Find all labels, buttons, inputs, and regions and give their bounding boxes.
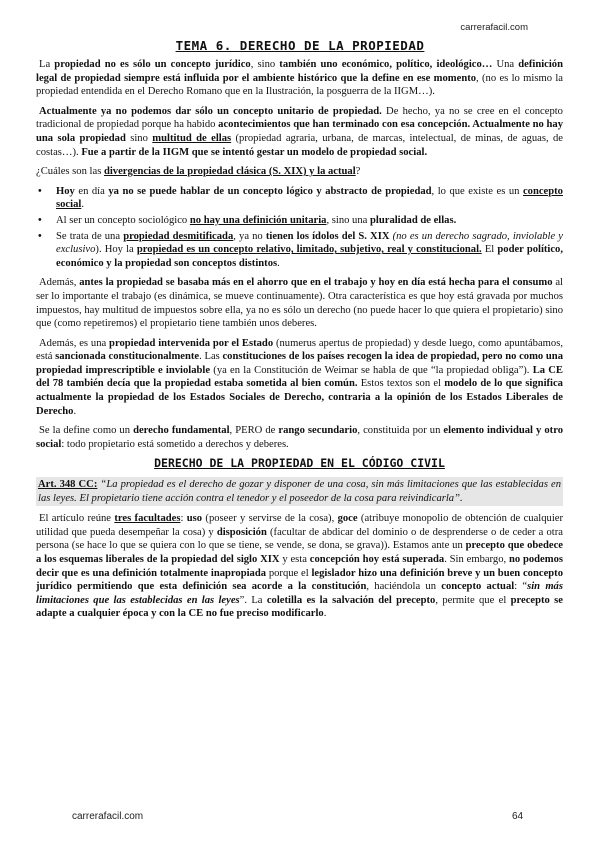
footer-site: carrerafacil.com xyxy=(72,811,144,822)
paragraph-2: Actualmente ya no podemos dar sólo un concepto unitario de propiedad. De hecho, ya no se cree en el concepto tradicional de propiedad porque ha habido acontecimientos que han terminado con esa concepción. Actualmente no hay una sola propiedad sino multitud de ellas (propiedad agraria, urbana, de marcas, intelectual, de minas, de aguas, de costas…). Fue a partir de la IIGM que se intentó gestar un modelo de propiedad social. xyxy=(36,105,564,158)
list-item: • Hoy en día ya no se puede hablar de un concepto lógico y abstracto de propiedad, lo que existe es un concepto social. xyxy=(36,185,563,212)
question-line: ¿Cuáles son las divergencias de la propiedad clásica (S. XIX) y la actual? xyxy=(36,166,361,178)
paragraph-4: Además, es una propiedad intervenida por el Estado (numerus apertus de propiedad) y desde luego, como apuntábamos, está sancionada constitucionalmente. Las constituciones de los países recogen la idea de propiedad, pero no como una propiedad imprescriptible e inviolable (ya en la Constitución de Weimar se habla de que “la propiedad obliga”). La CE del 78 también decía que la propiedad estaba sometida al bien común. Estos textos son el modelo de lo que significa actualmente la propiedad de los Estados Sociales de Derecho, contraria a la opinión de los Estados Liberales de Derecho. xyxy=(36,337,563,417)
document-body xyxy=(36,58,563,627)
paragraph-3: Además, antes la propiedad se basaba más en el ahorro que en el trabajo y hoy en día está hecha para el consumo al ser lo importante el trabajo (es dinámica, se mueve continuamente). Otra característica es que hoy está gravada por muchos impuestos, hay multitud de impuestos sobre ella, ya no es sólo un derecho (no puede hacer lo que quiera el propietario) sino que (como repetiremos) el propietario tiene también unos deberes. xyxy=(36,277,564,330)
header-site: carrerafacil.com xyxy=(460,22,528,33)
list-item: • Al ser un concepto sociológico no hay una definición unitaria, sino una pluralidad de ellas. xyxy=(36,214,563,228)
paragraph-6: El artículo reúne tres facultades: uso (poseer y servirse de la cosa), goce (atribuye monopolio de obtención de cualquier utilidad que pueda desempeñar la cosa) y disposición (facultar de abdicar del dominio o de desprenderse o de ceder a otra persona (se hace lo que se quiera con lo que se tiene, se vende, se dona, se grava)). Estamos ante un precepto que obedece a los esquemas liberales de la propiedad del siglo XIX y esta concepción hoy está superada. Sin embargo, no podemos decir que es una definición totalmente inapropiada porque el legislador hizo una definición breve y un buen concepto jurídico permitiendo que esta definición sea acorde a la constitución, haciéndola un concepto actual: “sin más limitaciones que las establecidas en las leyes”. La coletilla es la salvación del precepto, permite que el precepto se adapte a cualquier época y con la CE no fue preciso modificarlo. xyxy=(36,513,564,620)
divergences-list xyxy=(36,185,563,271)
list-item: • Se trata de una propiedad desmitificada, ya no tienen los ídolos del S. XIX (no es un derecho sagrado, inviolable y exclusivo). Hoy la propiedad es un concepto relativo, limitado, subjetivo, real y constitucional. El poder político, económico y la propiedad son conceptos distintos. xyxy=(36,230,563,271)
section-heading: DERECHO DE LA PROPIEDAD EN EL CÓDIGO CIVIL xyxy=(154,456,445,471)
paragraph-5: Se la define como un derecho fundamental, PERO de rango secundario, constituida por un elemento individual y otro social: todo propietario está sometido a derechos y deberes. xyxy=(36,425,564,450)
page-number: 64 xyxy=(512,811,524,822)
article-quote: Art. 348 CC: “La propiedad es el derecho de gozar y disponer de una cosa, sin más limitaciones que las establecidas en las leyes. El propietario tiene acción contra el tenedor y el poseedor de la cosa para reivindicarla”. xyxy=(36,477,563,506)
page-title: TEMA 6. DERECHO DE LA PROPIEDAD xyxy=(175,38,425,53)
paragraph-1: La propiedad no es sólo un concepto jurídico, sino también uno económico, político, ideológico… Una definición legal de propiedad siempre está influida por el ambiente histórico que la define en ese momento, (no es lo mismo la propiedad entendida en el Derecho Romano que en la Ilustración, la posguerra de la IIGM…). xyxy=(36,59,563,98)
